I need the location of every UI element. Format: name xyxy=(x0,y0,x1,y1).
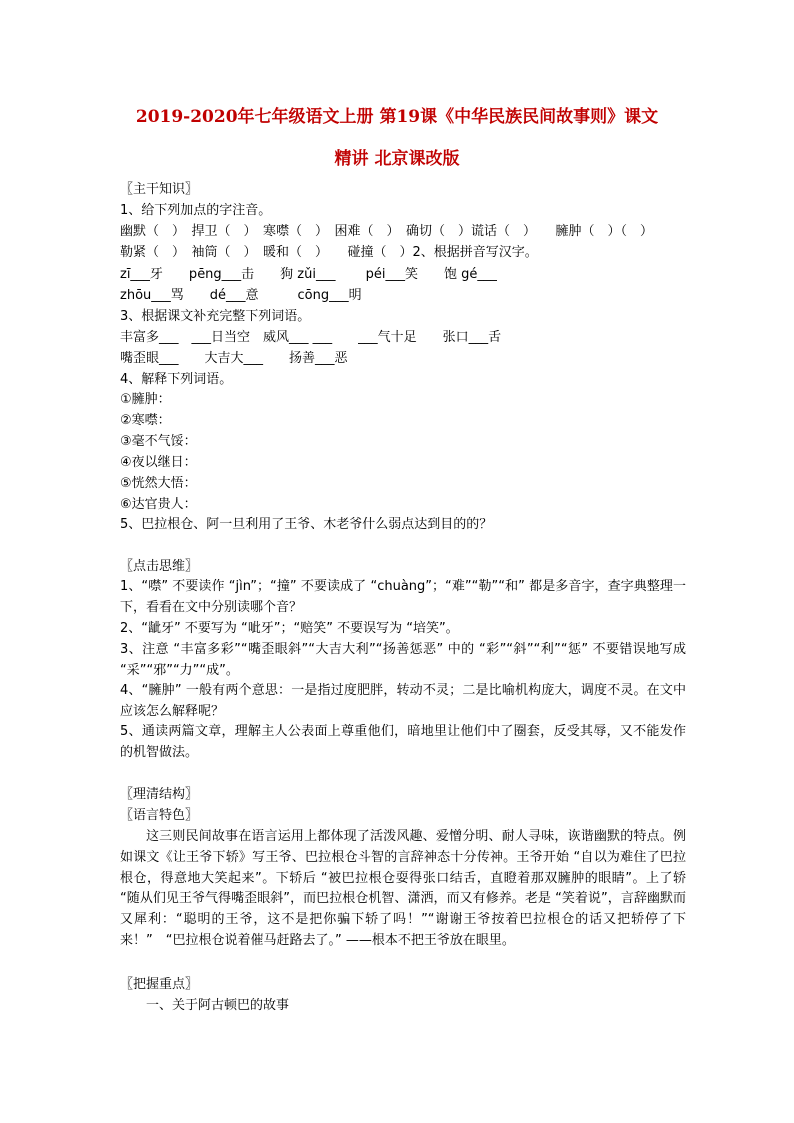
thinking-point-2: 2、“龇牙” 不要写为 “呲牙”；“赔笑” 不要误写为 “培笑”。 xyxy=(120,621,459,636)
section-heading-structure: 〖理清结构〗 xyxy=(120,787,199,802)
question-1-line-1: 幽默（ ） 捍卫（ ） 寒噤（ ） 困难（ ） 确切（ ）谎话（ ） 臃肿（ ）（ ） xyxy=(120,224,654,239)
question-4-item: ①臃肿： xyxy=(120,392,171,407)
question-3-line-2: 嘴歪眼___ 大吉大___ 扬善___恶 xyxy=(120,351,348,366)
question-4-item: ②寒噤： xyxy=(120,413,171,428)
question-4-item: ⑥达官贵人： xyxy=(120,497,197,512)
question-4-item: ③毫不气馁： xyxy=(120,434,197,449)
section-heading-thinking: 〖点击思维〗 xyxy=(120,559,199,574)
section-heading-main-knowledge: 〖主干知识〗 xyxy=(120,182,199,197)
language-features-paragraph: 这三则民间故事在语言运用上都体现了活泼风趣、爱憎分明、耐人寻味，诙谐幽默的特点。例如课文《让王爷下轿》写王爷、巴拉根仓斗智的言辞神态十分传神。王爷开始 “自以为难住了巴拉根仓，得意地大笑起来”。下轿后 “被巴拉根仓耍得张口结舌，直瞪着那双臃肿的眼睛”。上了轿 “随从们见王爷气得嘴歪眼斜”，而巴拉根仓机智、潇洒，而又有修养。老是 “笑着说”，言辞幽默而又犀利：“聪明的王爷，这不是把你骗下轿了吗！”“谢谢王爷按着巴拉根仓的话又把轿停了下来！” “巴拉根仓说着催马赶路去了。” ——根本不把王爷放在眼里。 xyxy=(120,829,686,948)
document-title-line2: 精讲 北京课改版 xyxy=(334,149,460,169)
question-2-line-2: zhōu___骂 dé___意 cōng___明 xyxy=(120,288,362,303)
question-4: 4、解释下列词语。 xyxy=(120,372,233,387)
key-point-1: 一、关于阿古顿巴的故事 xyxy=(146,998,290,1013)
question-4-item: ④夜以继日： xyxy=(120,455,197,470)
question-5: 5、巴拉根仓、阿一旦利用了王爷、木老爷什么弱点达到目的的？ xyxy=(120,517,493,532)
question-1-line-2: 勒紧（ ） 袖筒（ ） 暖和（ ） 碰撞（ ）2、根据拼音写汉字。 xyxy=(120,245,538,260)
question-2-line-1: zī___牙 pēng___击 狗 zǔi___ péi___笑 饱 gé___ xyxy=(120,267,497,282)
question-3: 3、根据课文补充完整下列词语。 xyxy=(120,309,311,324)
question-1: 1、给下列加点的字注音。 xyxy=(120,203,272,218)
thinking-point-4: 4、“臃肿” 一般有两个意思：一是指过度肥胖，转动不灵；二是比喻机构庞大，调度不灵。在文中应该怎么解释呢？ xyxy=(120,683,686,719)
thinking-point-1: 1、“噤” 不要读作 “jìn”；“撞” 不要读成了 “chuàng”；“难”“勒”“和” 都是多音字，查字典整理一下，看看在文中分别读哪个音？ xyxy=(120,579,686,615)
question-3-line-1: 丰富多___ ___日当空 威风___ ___ ___气十足 张口___舌 xyxy=(120,330,502,345)
document-title-line1: 2019-2020年七年级语文上册 第19课《中华民族民间故事则》课文 xyxy=(135,107,659,127)
thinking-point-5: 5、通读两篇文章，理解主人公表面上尊重他们，暗地里让他们中了圈套，反受其辱，又不能发作的机智做法。 xyxy=(120,724,686,760)
question-4-item: ⑤恍然大悟： xyxy=(120,476,197,491)
thinking-point-3: 3、注意 “丰富多彩”“嘴歪眼斜”“大吉大利”“扬善惩恶” 中的 “彩”“斜”“利”“惩” 不要错误地写成 “采”“邪”“力”“成”。 xyxy=(120,642,686,678)
section-heading-language-features: 〖语言特色〗 xyxy=(120,808,199,823)
section-heading-key-points: 〖把握重点〗 xyxy=(120,977,199,992)
